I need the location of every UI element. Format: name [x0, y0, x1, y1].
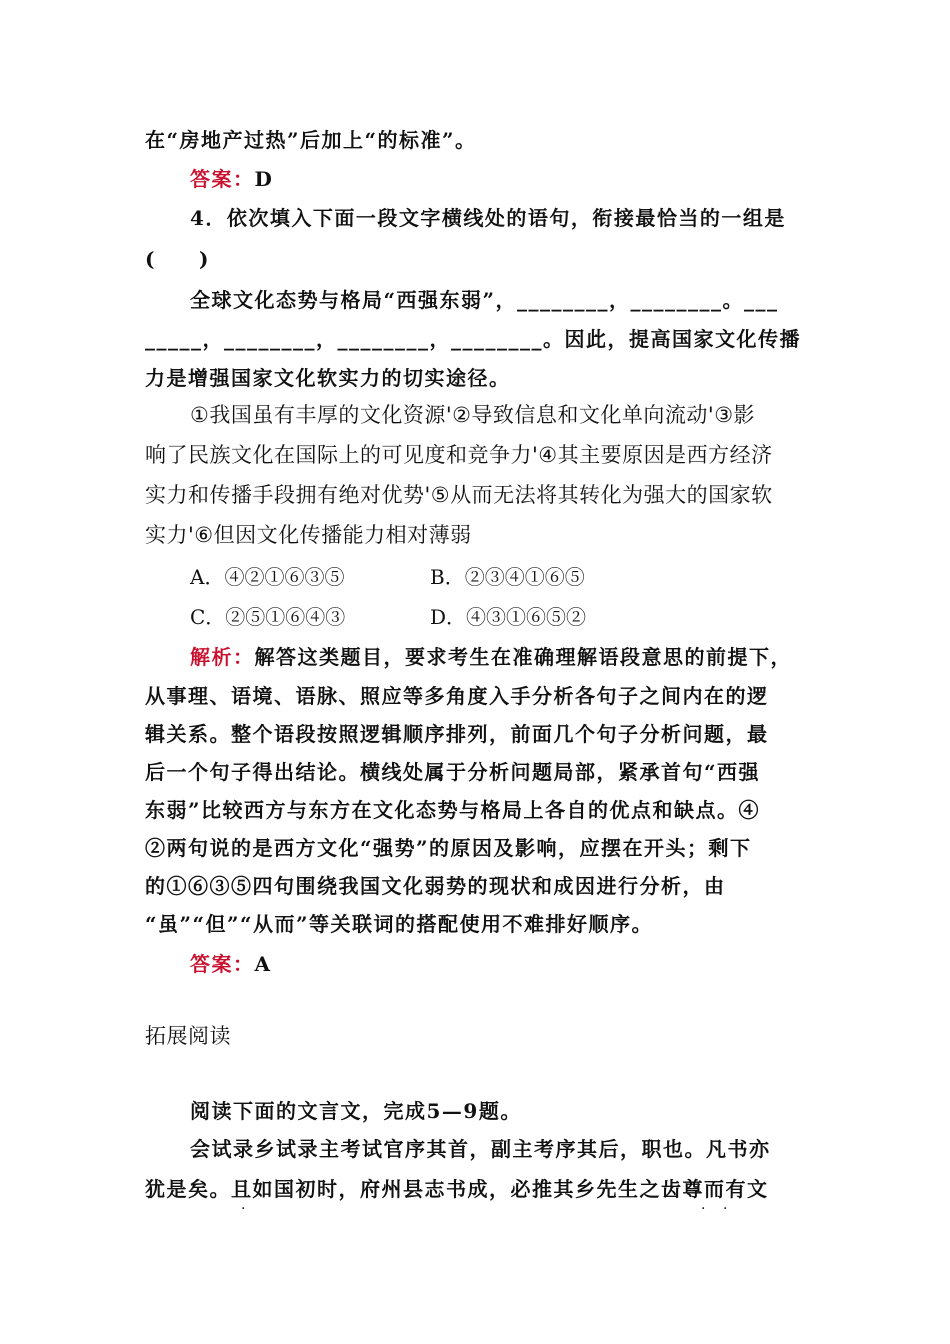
classical-text-line: 犹是矣。且如国初时，府州县志书成，必推其乡先生之齿尊而有文 — [145, 1177, 769, 1201]
emphasis-dot: · — [701, 1201, 706, 1217]
answer-label: 答案： — [190, 952, 255, 976]
section-heading: 拓展阅读 — [145, 1024, 231, 1048]
sentence-line: 实力'⑥但因文化传播能力相对薄弱 — [145, 523, 472, 547]
answer-label: 答案： — [190, 167, 255, 191]
sentence-line: 实力和传播手段拥有绝对优势'⑤从而无法将其转化为强大的国家软 — [145, 483, 773, 507]
analysis-line: 东弱”比较西方与东方在文化态势与格局上各自的优点和缺点。④ — [145, 798, 761, 822]
answer-value: D — [254, 167, 274, 191]
option-a: A．④②①⑥③⑤ — [190, 565, 345, 589]
analysis-label: 解析： — [190, 645, 255, 669]
passage-line: _____，________，________，________。因此，提高国家文化传播 — [145, 327, 801, 351]
passage-line: 全球文化态势与格局“西强东弱”，________，________。___ — [190, 288, 779, 312]
sentence-line: 响了民族文化在国际上的可见度和竞争力'④其主要原因是西方经济 — [145, 443, 773, 467]
answer-line — [190, 951, 272, 977]
analysis-line — [190, 644, 792, 670]
analysis-line: 后一个句子得出结论。横线处属于分析问题局部，紧承首句“西强 — [145, 760, 761, 784]
answer-value: A — [254, 952, 272, 976]
emphasis-dot: · — [723, 1201, 728, 1217]
option-b: B．②③④①⑥⑤ — [430, 565, 585, 589]
question-4-bracket: ( ) — [145, 247, 210, 271]
analysis-line: 辑关系。整个语段按照逻辑顺序排列，前面几个句子分析问题，最 — [145, 722, 769, 746]
passage-line: 力是增强国家文化软实力的切实途径。 — [145, 366, 511, 390]
analysis-text: 解答这类题目，要求考生在准确理解语段意思的前提下， — [254, 645, 792, 669]
analysis-line: 从事理、语境、语脉、照应等多角度入手分析各句子之间内在的逻 — [145, 684, 769, 708]
text-line: 在“房地产过热”后加上“的标准”。 — [145, 128, 477, 152]
sentence-line: ①我国虽有丰厚的文化资源'②导致信息和文化单向流动'③影 — [190, 403, 756, 427]
reading-instruction: 阅读下面的文言文，完成5—9题。 — [190, 1099, 522, 1123]
option-d: D．④③①⑥⑤② — [430, 605, 587, 629]
option-c: C．②⑤①⑥④③ — [190, 605, 346, 629]
classical-text-line: 会试录乡试录主考试官序其首，副主考序其后，职也。凡书亦 — [190, 1137, 771, 1161]
emphasis-dot: · — [241, 1201, 246, 1217]
answer-line — [190, 166, 273, 192]
analysis-line: “虽”“但”“从而”等关联词的搭配使用不难排好顺序。 — [145, 912, 654, 936]
analysis-line: 的①⑥③⑤四句围绕我国文化弱势的现状和成因进行分析，由 — [145, 874, 726, 898]
analysis-line: ②两句说的是西方文化“强势”的原因及影响，应摆在开头；剩下 — [145, 836, 752, 860]
question-4: 4．依次填入下面一段文字横线处的语句，衔接最恰当的一组是 — [190, 206, 786, 230]
